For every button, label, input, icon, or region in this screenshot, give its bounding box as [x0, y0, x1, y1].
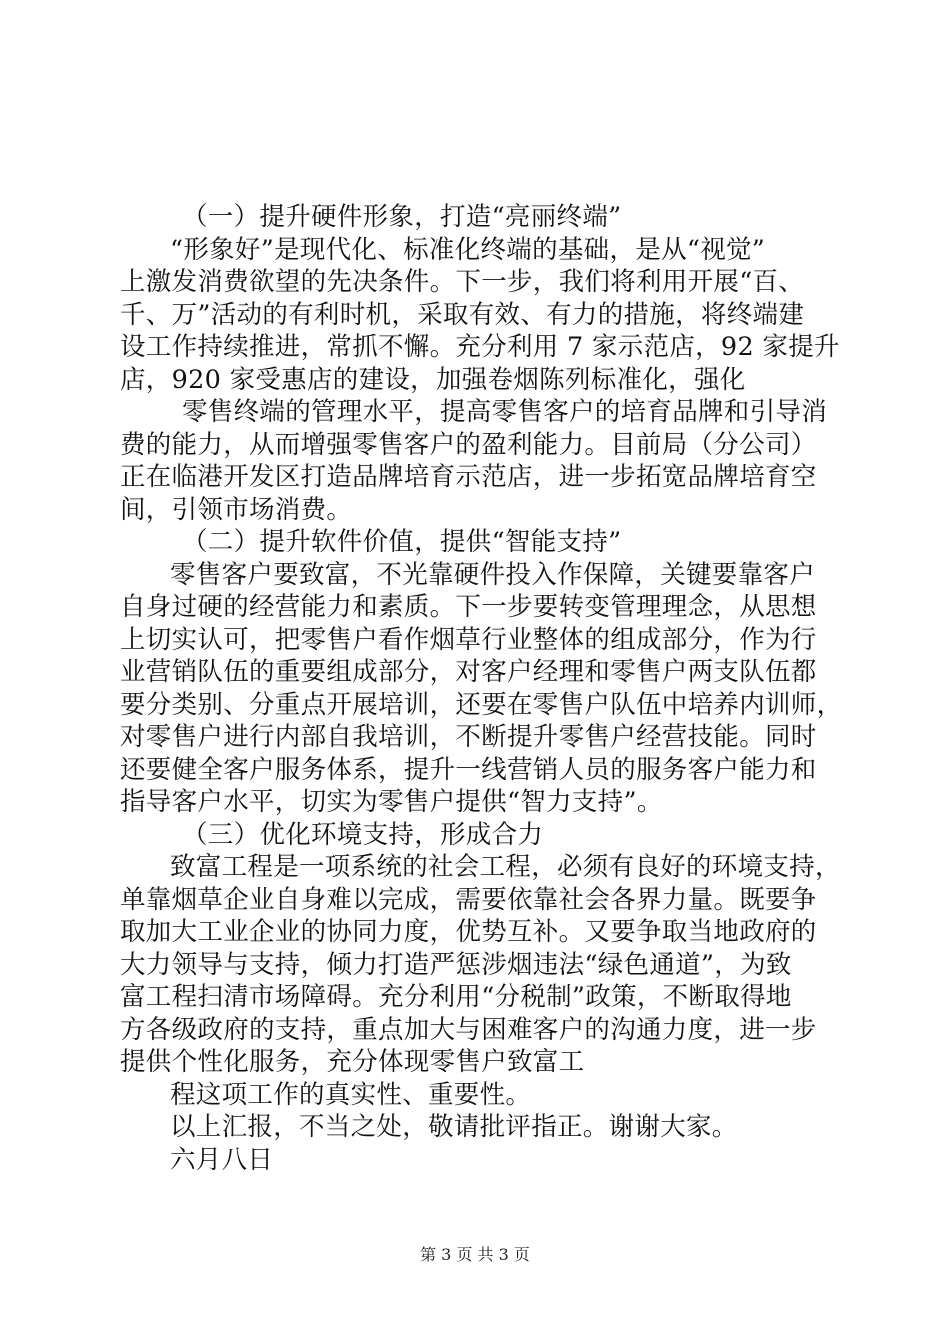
body-line: 致富工程是一项系统的社会工程，必须有良好的环境支持， [170, 852, 841, 882]
body-line: 店，920 家受惠店的建设，加强卷烟陈列标准化，强化 [120, 364, 746, 395]
body-line: （二）提升软件价值，提供“智能支持” [182, 527, 622, 557]
page-footer: 第 3 页 共 3 页 [420, 1245, 530, 1264]
body-line: 零售终端的管理水平，提高零售客户的培育品牌和引导消 [182, 397, 828, 427]
body-line: 设工作持续推进，常抓不懈。充分利用 7 家示范店，92 家提升 [120, 332, 840, 362]
body-line: 方各级政府的支持，重点加大与困难客户的沟通力度，进一步 [120, 1014, 817, 1045]
body-line: 零售客户要致富，不光靠硬件投入作保障，关键要靠客户 [170, 559, 816, 590]
body-line: 六月八日 [170, 1144, 274, 1175]
body-line: 以上汇报，不当之处，敬请批评指正。谢谢大家。 [170, 1112, 738, 1142]
body-line: 业营销队伍的重要组成部分，对客户经理和零售户两支队伍都 [120, 657, 817, 687]
body-line: 上激发消费欲望的先决条件。下一步，我们将利用开展“百、 [120, 267, 805, 297]
body-line: 自身过硬的经营能力和素质。下一步要转变管理理念，从思想 [120, 592, 817, 622]
body-line: 提供个性化服务，充分体现零售户致富工 [120, 1047, 585, 1077]
body-line: 千、万”活动的有利时机，采取有效、有力的措施，将终端建 [120, 299, 805, 330]
body-line: 指导客户水平，切实为零售户提供“智力支持”。 [120, 787, 663, 817]
body-line: 程这项工作的真实性、重要性。 [170, 1079, 532, 1110]
body-line: 大力领导与支持，倾力打造严惩涉烟违法“绿色通道”，为致 [120, 949, 792, 980]
body-line: 上切实认可，把零售户看作烟草行业整体的组成部分，作为行 [120, 624, 817, 655]
body-line: （一）提升硬件形象，打造“亮丽终端” [182, 202, 622, 232]
body-line: 正在临港开发区打造品牌培育示范店，进一步拓宽品牌培育空 [120, 462, 817, 492]
body-line: 单靠烟草企业自身难以完成，需要依靠社会各界力量。既要争 [120, 884, 817, 915]
body-line: 对零售户进行内部自我培训，不断提升零售户经营技能。同时 [120, 722, 817, 752]
document-body [120, 201, 843, 1176]
body-line: 还要健全客户服务体系，提升一线营销人员的服务客户能力和 [120, 754, 817, 785]
body-line: 取加大工业企业的协同力度，优势互补。又要争取当地政府的 [120, 917, 817, 947]
body-line: “形象好”是现代化、标准化终端的基础，是从“视觉” [170, 234, 766, 265]
body-line: 费的能力，从而增强零售客户的盈利能力。目前局（分公司） [120, 429, 817, 460]
body-line: （三）优化环境支持，形成合力 [182, 819, 544, 850]
body-line: 间，引领市场消费。 [120, 494, 353, 525]
body-line: 要分类别、分重点开展培训，还要在零售户队伍中培养内训师， [120, 689, 843, 720]
body-line: 富工程扫清市场障碍。充分利用“分税制”政策，不断取得地 [120, 982, 792, 1012]
